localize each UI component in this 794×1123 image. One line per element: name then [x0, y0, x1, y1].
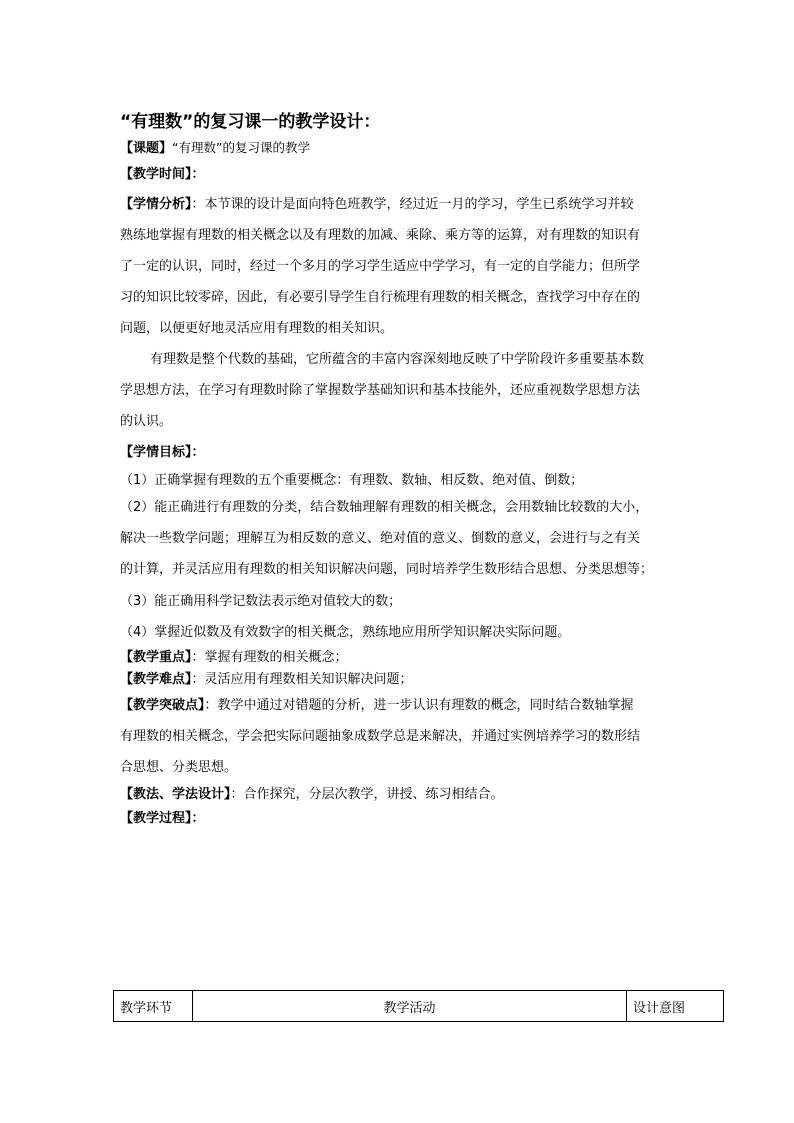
analysis-label: 【学情分析】 [120, 197, 192, 212]
method-line [120, 787, 504, 803]
analysis-line-2: 熟练地掌握有理数的相关概念以及有理数的加减、乘除、乘方等的运算，对有理数的知识有 [120, 228, 641, 243]
goals-label: 【学情目标】 [120, 445, 192, 460]
course-value: “有理数”的复习课的教学 [172, 140, 310, 155]
process-value: ： [191, 811, 205, 826]
time-line [120, 167, 205, 183]
method-label: 【教法、学法设计】 [120, 787, 231, 802]
analysis-line-1 [120, 197, 634, 213]
goal-item-2-cont-2: 的计算，并灵活应用有理数的相关知识解决问题，同时培养学生数形结合思想、分类思想等； [120, 562, 654, 577]
course-label: 【课题】 [120, 141, 173, 156]
goal-item-2-cont-1: 解决一些数学问题；理解互为相反数的意义、绝对值的意义、倒数的意义，会进行与之有关 [120, 531, 641, 546]
breakthrough-line-1 [120, 698, 634, 714]
header-teaching-stage: 教学环节 [114, 991, 193, 1022]
process-label: 【教学过程】 [120, 811, 192, 826]
goal-item-4: （4）掌握近似数及有效数字的相关概念，熟练地应用所学知识解决实际问题。 [120, 625, 571, 640]
course-line [120, 140, 310, 157]
goal-item-2: （2）能正确进行有理数的分类，结合数轴理解有理数的相关概念，会用数轴比较数的大小， [120, 500, 649, 515]
header-design-intent: 设计意图 [627, 991, 724, 1022]
goal-item-1: （1）正确掌握有理数的五个重要概念：有理数、数轴、相反数、绝对值、倒数； [120, 473, 584, 488]
goals-heading [120, 445, 205, 461]
method-value: ：合作探究，分层次教学，讲授、练习相结合。 [230, 787, 504, 802]
time-label: 【教学时间】 [120, 167, 192, 182]
analysis-line-3: 了一定的认识，同时，经过一个多月的学习学生适应中学学习，有一定的自学能力；但所学 [120, 259, 641, 274]
breakthrough-line-3: 合思想、分类思想。 [120, 760, 238, 775]
key-point-value: ：掌握有理数的相关概念； [191, 650, 348, 665]
time-value: ： [191, 167, 205, 182]
analysis-line-5: 问题，以便更好地灵活应用有理数的相关知识。 [120, 321, 394, 336]
header-teaching-activity: 教学活动 [193, 991, 627, 1022]
breakthrough-text: ：教学中通过对错题的分析，进一步认识有理数的概念，同时结合数轴掌握 [204, 698, 634, 713]
breakthrough-line-2: 有理数的相关概念，学会把实际问题抽象成数学总是来解决，并通过实例培养学习的数形结 [120, 729, 641, 744]
analysis-para2-line-3: 的认识。 [120, 414, 173, 429]
difficulty-line [120, 672, 413, 688]
goal-item-3: （3）能正确用科学记数法表示绝对值较大的数； [120, 594, 402, 609]
analysis-para2-line-2: 学思想方法，在学习有理数时除了掌握数学基础知识和基本技能外，还应重视数学思想方法 [120, 383, 641, 398]
key-point-line [120, 650, 348, 666]
document-title: “有理数”的复习课一的教学设计： [120, 112, 381, 132]
analysis-text: ：本节课的设计是面向特色班教学，经过近一月的学习，学生已系统学习并较 [191, 197, 634, 212]
difficulty-label: 【教学难点】 [120, 672, 192, 687]
process-line [120, 811, 205, 827]
table-header-row [114, 991, 724, 1022]
goals-colon: ： [191, 445, 205, 460]
breakthrough-label: 【教学突破点】 [120, 698, 205, 713]
analysis-para2-line-1: 有理数是整个代数的基础，它所蕴含的丰富内容深刻地反映了中学阶段许多重要基本数 [150, 352, 645, 367]
lesson-plan-table [113, 990, 724, 1022]
difficulty-value: ：灵活应用有理数相关知识解决问题； [191, 672, 413, 687]
key-point-label: 【教学重点】 [120, 650, 192, 665]
analysis-line-4: 习的知识比较零碎，因此，有必要引导学生自行梳理有理数的相关概念，查找学习中存在的 [120, 290, 641, 305]
